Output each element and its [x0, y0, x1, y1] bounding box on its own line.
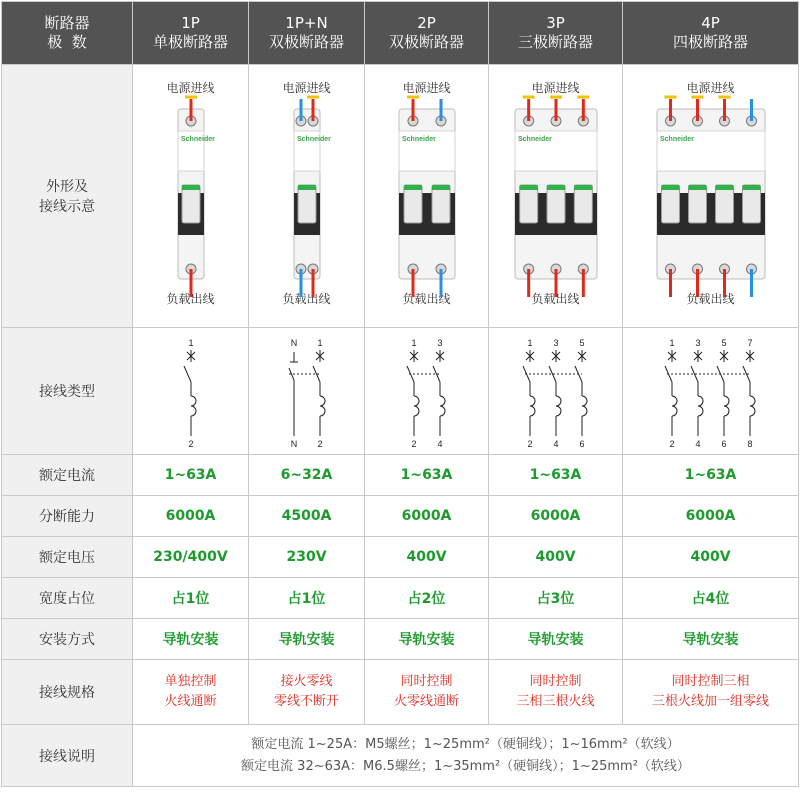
breaker-illustration: 电源进线 负载出线 Schneider — [489, 65, 622, 327]
terminal-number: 6 — [721, 439, 727, 449]
terminal-number: 1 — [669, 338, 675, 348]
thermal-coil — [320, 396, 325, 416]
wiring-cell-3p — [489, 328, 623, 455]
wiring-type-row — [2, 328, 799, 455]
width-value: 占4位 — [623, 578, 799, 619]
rated-voltage-label: 额定电压 — [2, 537, 133, 578]
header-1pn: 1P+N 双极断路器 — [249, 2, 365, 65]
breaker-handle — [520, 185, 538, 223]
wiring-type-label: 接线类型 — [2, 328, 133, 455]
breaker-handle — [182, 185, 200, 223]
wiring-diagram — [365, 328, 488, 454]
rated-voltage-value: 230/400V — [133, 537, 249, 578]
spec-value: 同时控制 三相三根火线 — [489, 660, 623, 725]
rated-current-label: 额定电流 — [2, 455, 133, 496]
spec-value: 同时控制三相 三根火线加一组零线 — [623, 660, 799, 725]
appearance-row — [2, 65, 799, 328]
terminal-number: 3 — [695, 338, 701, 348]
breaker-handle — [404, 185, 422, 223]
terminal-number: 2 — [188, 439, 194, 449]
breaker-handle — [547, 185, 565, 223]
thermal-coil — [672, 396, 677, 416]
breaker-comparison-table — [1, 1, 799, 787]
terminal-number: 4 — [437, 439, 443, 449]
brand-text: Schneider — [660, 136, 694, 143]
handle-indicator — [520, 185, 538, 190]
rated-current-value: 1~63A — [623, 455, 799, 496]
thermal-coil — [750, 396, 755, 416]
notes-row — [2, 725, 799, 787]
notes-text: 额定电流 1~25A：M5螺丝；1~25mm²（硬铜线）；1~16mm²（软线） 额定电流 32~63A：M6.5螺丝；1~35mm²（硬铜线）；1~25mm²（软线） — [133, 725, 799, 787]
rated-current-value: 1~63A — [365, 455, 489, 496]
breaking-capacity-label: 分断能力 — [2, 496, 133, 537]
wiring-svg — [133, 328, 249, 454]
thermal-coil — [440, 396, 445, 416]
thermal-coil — [530, 396, 535, 416]
wiring-diagram — [249, 328, 364, 454]
breaker-illustration: 电源进线 负载出线 Schneider — [623, 65, 798, 327]
terminal-number: 8 — [747, 439, 753, 449]
terminal-number: 3 — [437, 338, 443, 348]
handle-indicator — [182, 185, 200, 190]
install-value: 导轨安装 — [623, 619, 799, 660]
breaking-capacity-value: 4500A — [249, 496, 365, 537]
breaker-handle — [432, 185, 450, 223]
wiring-svg — [249, 328, 365, 454]
terminal-number: 4 — [695, 439, 701, 449]
width-value: 占3位 — [489, 578, 623, 619]
install-value: 导轨安装 — [365, 619, 489, 660]
breaker-svg — [249, 65, 365, 327]
wiring-svg — [489, 328, 623, 454]
rated-voltage-value: 400V — [365, 537, 489, 578]
install-row — [2, 619, 799, 660]
breaker-handle — [689, 185, 707, 223]
spec-value: 单独控制 火线通断 — [133, 660, 249, 725]
breaking-capacity-value: 6000A — [365, 496, 489, 537]
terminal-number: 7 — [747, 338, 753, 348]
breaker-illustration: 电源进线 负载出线 Schneider — [365, 65, 488, 327]
thermal-coil — [191, 396, 196, 416]
appearance-cell-3p — [489, 65, 623, 328]
notes-label: 接线说明 — [2, 725, 133, 787]
install-value: 导轨安装 — [489, 619, 623, 660]
handle-indicator — [743, 185, 761, 190]
breaker-handle — [716, 185, 734, 223]
breaking-capacity-value: 6000A — [623, 496, 799, 537]
rated-current-row — [2, 455, 799, 496]
handle-indicator — [547, 185, 565, 190]
thermal-coil — [556, 396, 561, 416]
rated-current-value: 1~63A — [133, 455, 249, 496]
handle-indicator — [689, 185, 707, 190]
terminal-number: 1 — [527, 338, 533, 348]
header-3p: 3P 三极断路器 — [489, 2, 623, 65]
terminal-number: N — [290, 338, 298, 348]
breaking-capacity-value: 6000A — [133, 496, 249, 537]
terminal-number: 1 — [188, 338, 194, 348]
thermal-coil — [582, 396, 587, 416]
spec-value: 同时控制 火零线通断 — [365, 660, 489, 725]
width-value: 占1位 — [249, 578, 365, 619]
terminal-number: 4 — [553, 439, 559, 449]
breaker-handle — [574, 185, 592, 223]
header-1p: 1P 单极断路器 — [133, 2, 249, 65]
thermal-coil — [724, 396, 729, 416]
width-row — [2, 578, 799, 619]
install-value: 导轨安装 — [133, 619, 249, 660]
terminal-number: 6 — [579, 439, 585, 449]
appearance-label: 外形及 接线示意 — [2, 65, 133, 328]
thermal-coil — [414, 396, 419, 416]
header-row — [2, 2, 799, 65]
brand-text: Schneider — [402, 136, 436, 143]
width-value: 占1位 — [133, 578, 249, 619]
terminal-number: N — [290, 439, 298, 449]
breaking-capacity-value: 6000A — [489, 496, 623, 537]
breaker-handle — [743, 185, 761, 223]
breaker-svg — [133, 65, 249, 327]
breaker-illustration: 电源进线 负载出线 Schneider — [249, 65, 364, 327]
spec-label: 接线规格 — [2, 660, 133, 725]
switch-contact — [184, 366, 191, 382]
terminal-number: 5 — [579, 338, 585, 348]
thermal-coil — [698, 396, 703, 416]
header-2p: 2P 双极断路器 — [365, 2, 489, 65]
wiring-cell-4p — [623, 328, 799, 455]
wiring-svg — [623, 328, 799, 454]
wiring-cell-2p — [365, 328, 489, 455]
terminal-number: 2 — [317, 439, 323, 449]
breaking-capacity-row — [2, 496, 799, 537]
appearance-cell-1p — [133, 65, 249, 328]
handle-indicator — [404, 185, 422, 190]
rated-voltage-value: 400V — [623, 537, 799, 578]
handle-indicator — [432, 185, 450, 190]
appearance-cell-2p — [365, 65, 489, 328]
header-4p: 4P 四极断路器 — [623, 2, 799, 65]
handle-indicator — [716, 185, 734, 190]
spec-value: 接火零线 零线不断开 — [249, 660, 365, 725]
rated-voltage-row — [2, 537, 799, 578]
width-value: 占2位 — [365, 578, 489, 619]
header-corner: 断路器 极 数 — [2, 2, 133, 65]
spec-row — [2, 660, 799, 725]
appearance-cell-1pn — [249, 65, 365, 328]
breaker-illustration: 电源进线 负载出线 Schneider — [133, 65, 248, 327]
rated-current-value: 1~63A — [489, 455, 623, 496]
brand-text: Schneider — [518, 136, 552, 143]
wiring-diagram — [133, 328, 248, 454]
brand-text: Schneider — [181, 136, 215, 143]
brand-text: Schneider — [297, 136, 331, 143]
terminal-number: 5 — [721, 338, 727, 348]
wiring-diagram — [489, 328, 622, 454]
rated-voltage-value: 400V — [489, 537, 623, 578]
rated-voltage-value: 230V — [249, 537, 365, 578]
breaker-svg — [365, 65, 489, 327]
breaker-svg — [489, 65, 623, 327]
wiring-cell-1p — [133, 328, 249, 455]
terminal-number: 1 — [411, 338, 417, 348]
rated-current-value: 6~32A — [249, 455, 365, 496]
terminal-number: 3 — [553, 338, 559, 348]
terminal-number: 2 — [527, 439, 533, 449]
install-label: 安装方式 — [2, 619, 133, 660]
wiring-svg — [365, 328, 489, 454]
breaker-handle — [298, 185, 316, 223]
width-label: 宽度占位 — [2, 578, 133, 619]
install-value: 导轨安装 — [249, 619, 365, 660]
terminal-number: 2 — [411, 439, 417, 449]
wiring-cell-1pn — [249, 328, 365, 455]
breaker-svg — [623, 65, 799, 327]
handle-indicator — [574, 185, 592, 190]
breaker-handle — [662, 185, 680, 223]
wiring-diagram — [623, 328, 798, 454]
handle-indicator — [298, 185, 316, 190]
appearance-cell-4p — [623, 65, 799, 328]
terminal-number: 1 — [317, 338, 323, 348]
terminal-number: 2 — [669, 439, 675, 449]
handle-indicator — [662, 185, 680, 190]
